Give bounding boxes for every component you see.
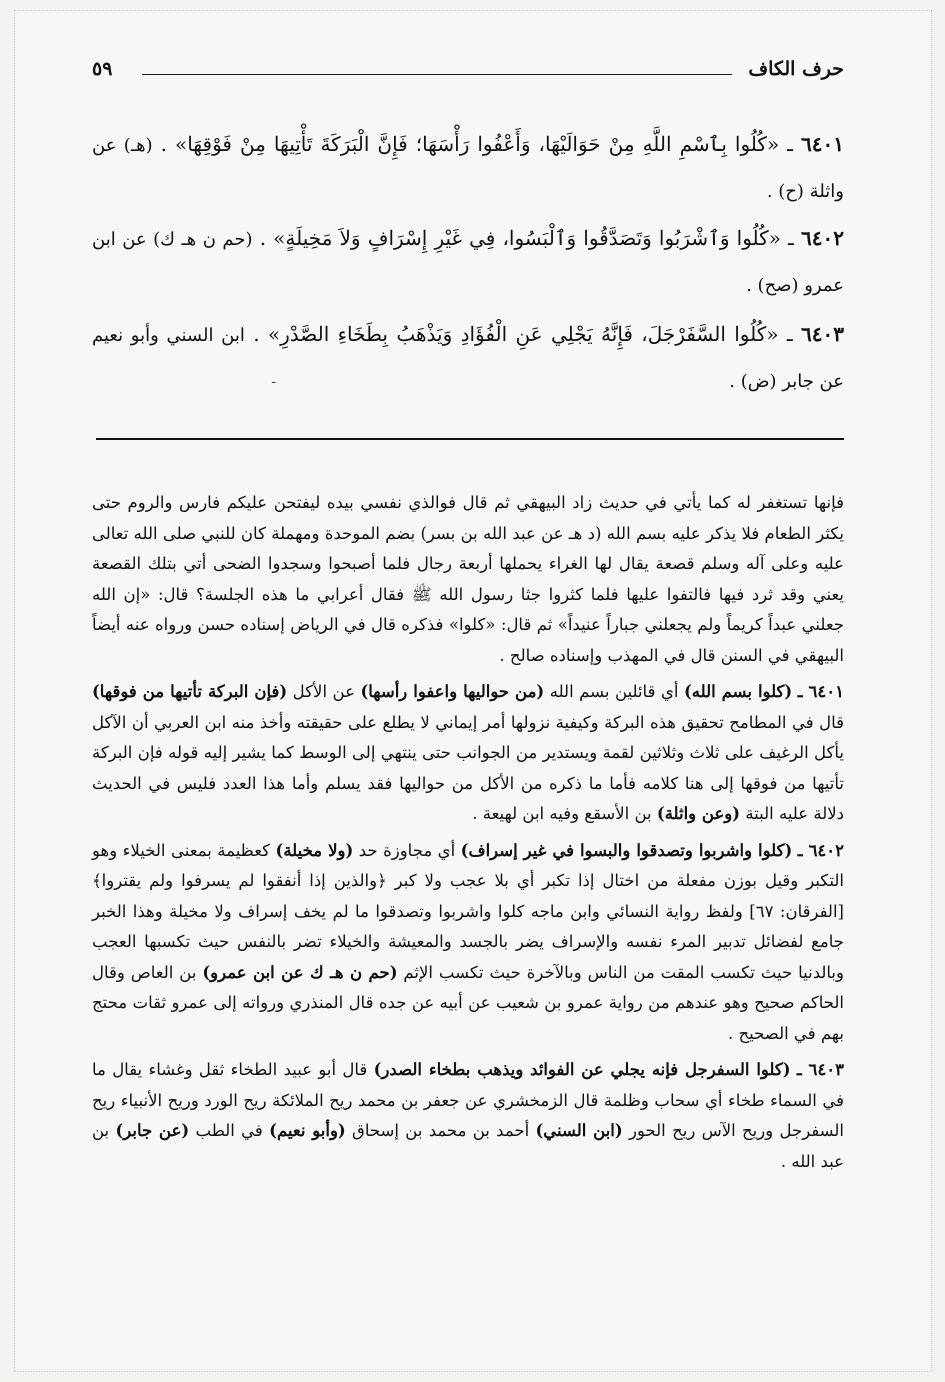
hadith-source: (هـ) عن واثلة (ح) .: [92, 135, 844, 202]
commentary-lemma: (وعن واثلة): [656, 804, 741, 823]
commentary: [92, 488, 844, 1183]
commentary-lemma: (حم ن هـ ك عن ابن عمرو): [202, 962, 398, 982]
hadith-source: (حم ن هـ ك) عن ابن عمرو (صح) .: [92, 229, 844, 296]
hadith-number: ٦٤٠٢: [801, 226, 845, 250]
commentary-text: عن الأكل: [287, 682, 361, 701]
hadith-number: ٦٤٠٣: [801, 322, 845, 346]
header-rule: [142, 74, 732, 75]
hadith-text: «كُلُوا وَٱشْرَبُوا وَتَصَدَّقُوا وَٱلْبَسُوا، فِي غَيْرِ إِسْرَافٍ وَلاَ مَخِيلَةٍ» .: [259, 226, 781, 250]
hadith-6402: ٦٤٠٢ ـ «كُلُوا وَٱشْرَبُوا وَتَصَدَّقُوا وَٱلْبَسُوا، فِي غَيْرِ إِسْرَافٍ وَلاَ مَخِيلَةٍ» . (حم ن هـ ك) عن ابن عمرو (صح) .: [92, 226, 845, 296]
commentary-lemma: (ولا مخيلة): [275, 840, 354, 860]
commentary-lemma: (من حواليها واعفوا رأسها): [360, 682, 545, 701]
commentary-text: في الطب: [189, 1121, 270, 1140]
running-title: حرف الكاف: [748, 58, 844, 80]
commentary-text: أي مجاوزة حد: [353, 840, 461, 860]
commentary-text: قال أبو عبيد الطخاء ثقل وغشاء يقال ما في السماء طخاء أي سحاب وظلمة قال الزمخشري عن جعفر بن محمد ريح الملائكة ريح الورد وريح الأنبياء ريح السفرجل وريح الآس ريح الحور: [92, 1060, 844, 1140]
commentary-number: ٦٤٠٢ ـ: [797, 840, 845, 860]
page-header: [92, 58, 844, 88]
commentary-lemma: (ابن السني): [535, 1121, 623, 1140]
commentary-text: أحمد بن محمد بن إسحاق: [345, 1121, 536, 1140]
commentary-text: بن العاص وقال الحاكم صحيح وهو عندهم من رواية عمرو بن شعيب عن أبيه عن جده قال المنذري ورواته إلى عمرو ثقات محتج بهم في الصحيح .: [92, 962, 844, 1043]
commentary-lemma: (كلوا واشربوا وتصدقوا والبسوا في غير إسراف): [460, 840, 793, 860]
commentary-text: بن الأسقع وفيه ابن لهيعة .: [472, 804, 657, 823]
commentary-lemma: (فإن البركة تأتيها من فوقها): [92, 682, 288, 701]
commentary-text: بن عبد الله .: [92, 1121, 844, 1171]
commentary-lemma: (كلوا السفرجل فإنه يجلي عن الفوائد ويذهب بطخاء الصدر): [373, 1060, 791, 1079]
commentary-6402: [92, 836, 844, 1050]
footnote-separator: [96, 438, 844, 440]
commentary-lemma: (وأبو نعيم): [269, 1121, 346, 1140]
commentary-intro: فإنها تستغفر له كما يأتي في حديث زاد البيهقي ثم قال فوالذي نفسي بيده ليفتحن عليكم فارس والروم حتى يكثر الطعام فلا يذكر عليه بسم الله (د هـ عن عبد الله بن بسر) بضم الموحدة ومهملة كان للنبي صلى الله تعالى عليه وعلى آله وسلم قصعة يقال لها الغراء يحملها أربعة رجال فلما أصبحوا وسجدوا الضحى أتي بتلك القصعة يعني وقد ثرد فيها فالتفوا عليها فلما كثروا جثا رسول الله ﷺ فقال أعرابي ما هذه الجلسة؟ قال: «إن الله جعلني عبداً كريماً ولم يجعلني جباراً عنيداً» ثم قال: «كلوا» فذكره قال في الرياض إسناده حسن ورواه عنه أيضاً البيهقي في السنن قال في المهذب وإسناده صالح .: [92, 493, 844, 665]
commentary-number: ٦٤٠١ ـ: [797, 682, 844, 701]
commentary-text: أي قائلين بسم الله: [544, 682, 684, 701]
page-number: ٥٩: [92, 58, 113, 80]
commentary-number: ٦٤٠٣ ـ: [796, 1060, 844, 1079]
hadith-number: ٦٤٠١: [801, 132, 844, 156]
commentary-lemma: (عن جابر): [115, 1121, 190, 1140]
hadith-6401: ٦٤٠١ ـ «كُلُوا بِٱسْمِ اللَّهِ مِنْ حَوَالَيْهَا، وَأَعْفُوا رَأْسَهَا؛ فَإِنَّ الْبَرَكَةَ تَأْتِيهَا مِنْ فَوْقِهَا» . (هـ) عن واثلة (ح) .: [92, 132, 844, 202]
commentary-text: قال في المطامح تحقيق هذه البركة وكيفية نزولها أمر إيماني لا يطلع على حقيقته وأخذ منه ابن العربي أن الآكل يأكل الرغيف على ثلاث وثلاثين لقمة ويستدير من الجوانب حتى ينتهي إلى الوسط كما يشير إليه قوله فإن البركة تأتيها من فوقها إلى هنا كلامه فأما ما ذكره من الأكل من حواليها فقد يسلم وأما هذا العدد فليس في الحديث دلالة عليه البتة: [92, 712, 844, 823]
commentary-6401: [92, 677, 844, 830]
stray-mark: ـ: [272, 372, 276, 386]
hadith-source: ابن السني وأبو نعيم عن جابر (ض) .: [92, 325, 844, 392]
hadith-text: «كُلُوا السَّفَرْجَلَ، فَإِنَّهُ يَجْلِي عَنِ الْفُؤَادِ وَيَذْهَبُ بِطَخَاءِ الصَّدْرِ» .: [253, 322, 779, 346]
hadith-text: «كُلُوا بِٱسْمِ اللَّهِ مِنْ حَوَالَيْهَا، وَأَعْفُوا رَأْسَهَا؛ فَإِنَّ الْبَرَكَةَ تَأْتِيهَا مِنْ فَوْقِهَا» .: [160, 132, 780, 156]
commentary-lemma: (كلوا بسم الله): [683, 682, 793, 701]
hadith-6403: ٦٤٠٣ ـ «كُلُوا السَّفَرْجَلَ، فَإِنَّهُ يَجْلِي عَنِ الْفُؤَادِ وَيَذْهَبُ بِطَخَاءِ الصَّدْرِ» . ابن السني وأبو نعيم عن جابر (ض) .: [92, 322, 845, 392]
commentary-text: كعظيمة بمعنى الخيلاء وهو التكبر وقيل بوزن مفعلة من اختال إذا تكبر أي بلا عجب ولا كبر ﴿والذين إذا أنفقوا لم يسرفوا ولم يقتروا﴾ [الفرقان: ٦٧] ولفظ رواية النسائي وابن ماجه كلوا واشربوا وتصدقوا ما لم يخف إسراف ولا مخيلة وهذا الخبر جامع لفضائل تدبير المرء نفسه والإسراف يضر بالجسد والمعيشة والخيلاء تضر بالنفس حيث تكسبها العجب وبالدنيا حيث تكسب المقت من الناس وبالآخرة حيث تكسب الإثم: [92, 840, 844, 982]
commentary-6403: [92, 1055, 844, 1177]
